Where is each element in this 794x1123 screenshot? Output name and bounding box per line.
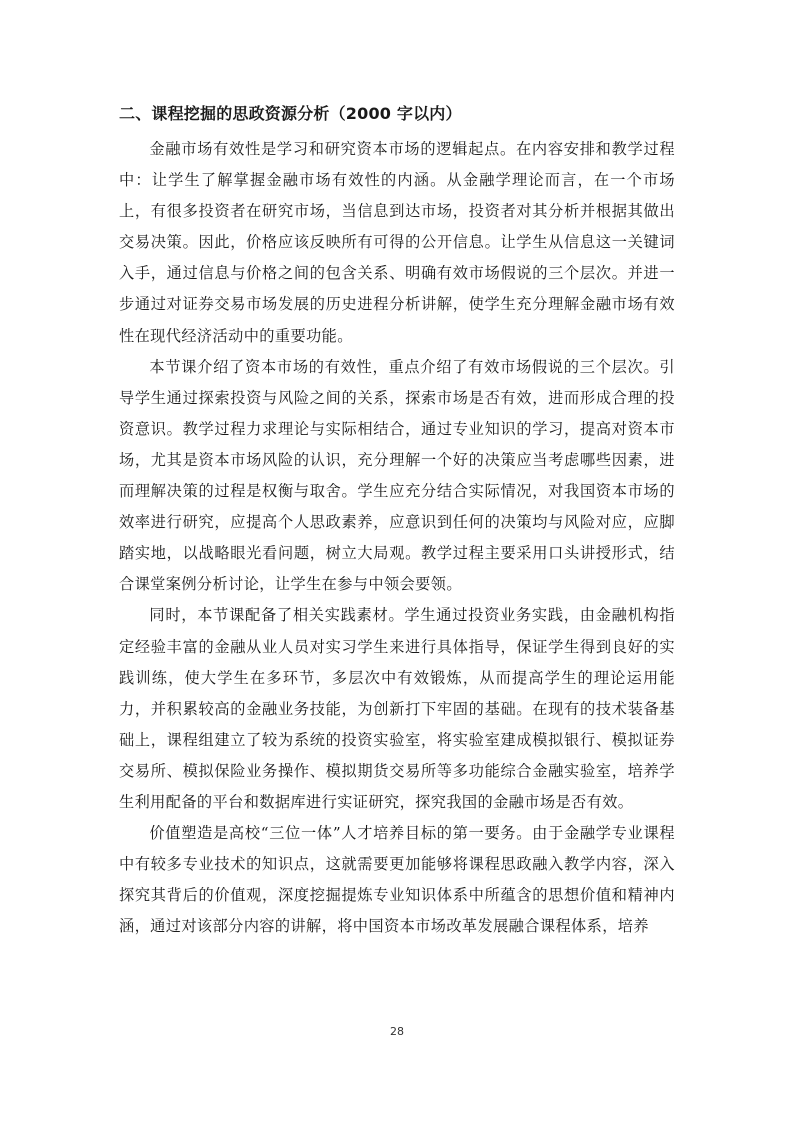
paragraph-market-efficiency: 金融市场有效性是学习和研究资本市场的逻辑起点。在内容安排和教学过程中：让学生了解掌握金融市场有效性的内涵。从金融学理论而言，在一个市场上，有很多投资者在研究市场，当信息到达市场，投资者对其分析并根据其做出交易决策。因此，价格应该反映所有可得的公开信息。让学生从信息这一关键词入手，通过信息与价格之间的包含关系、明确有效市场假说的三个层次。并进一步通过对证券交易市场发展的历史进程分析讲解，使学生充分理解金融市场有效性在现代经济活动中的重要功能。: [119, 140, 675, 345]
section-heading: 二、课程挖掘的思政资源分析（2000 字以内）: [119, 104, 462, 123]
paragraph-lesson-overview: 本节课介绍了资本市场的有效性，重点介绍了有效市场假说的三个层次。引导学生通过探索投资与风险之间的关系，探索市场是否有效，进而形成合理的投资意识。教学过程力求理论与实际相结合，通过专业知识的学习，提高对资本市场，尤其是资本市场风险的认识，充分理解一个好的决策应当考虑哪些因素，进而理解决策的过程是权衡与取舍。学生应充分结合实际情况，对我国资本市场的效率进行研究，应提高个人思政素养，应意识到任何的决策均与风险对应，应脚踏实地，以战略眼光看问题，树立大局观。教学过程主要采用口头讲授形式，结合课堂案例分析讨论，让学生在参与中领会要领。: [119, 357, 675, 594]
paragraph-value-shaping: 价值塑造是高校“三位一体”人才培养目标的第一要务。由于金融学专业课程中有较多专业技术的知识点，这就需要更加能够将课程思政融入教学内容，深入探究其背后的价值观，深度挖掘提炼专业知识体系中所蕴含的思想价值和精神内涵，通过对该部分内容的讲解，将中国资本市场改革发展融合课程体系，培养: [119, 824, 675, 936]
page-content: [119, 103, 675, 942]
paragraph-practice-materials: 同时，本节课配备了相关实践素材。学生通过投资业务实践，由金融机构指定经验丰富的金融从业人员对实习学生来进行具体指导，保证学生得到良好的实践训练，使大学生在多环节，多层次中有效锻炼，从而提高学生的理论运用能力，并积累较高的金融业务技能，为创新打下牢固的基础。在现有的技术装备基础上，课程组建立了较为系统的投资实验室，将实验室建成模拟银行、模拟证券交易所、模拟保险业务操作、模拟期货交易所等多功能综合金融实验室，培养学生利用配备的平台和数据库进行实证研究，探究我国的金融市场是否有效。: [119, 606, 675, 811]
page-number: 28: [390, 1025, 404, 1038]
